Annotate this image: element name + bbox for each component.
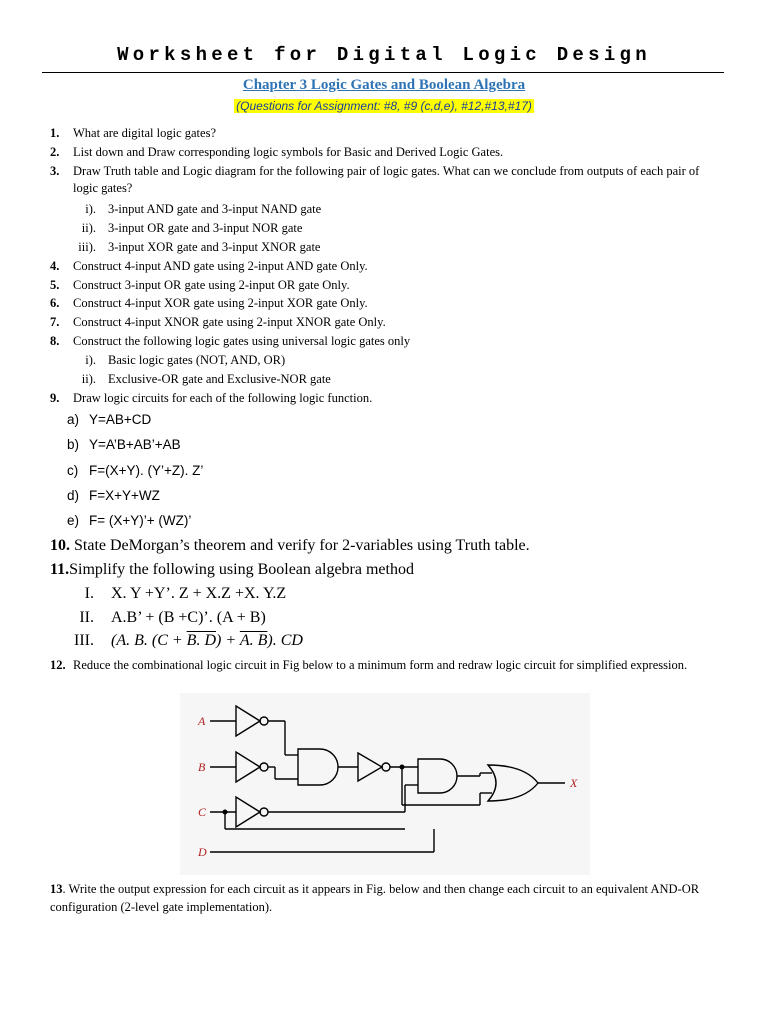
question-number: 1. <box>50 126 60 140</box>
sub-item-label: ii). <box>81 221 96 235</box>
logic-circuit-figure <box>180 693 590 875</box>
simplify-expression: A.B’ + (B +C)’. (A + B) <box>111 609 266 626</box>
sub-item-text: 3-input OR gate and 3-input NOR gate <box>108 221 303 235</box>
function-item <box>67 513 191 528</box>
question-text: State DeMorgan’s theorem and verify for 2-variables using Truth table. <box>74 537 530 554</box>
assignment-note: (Questions for Assignment: #8, #9 (c,d,e), #12,#13,#17) <box>236 99 532 113</box>
simplify-label: I. <box>84 585 94 602</box>
simplify-label: III. <box>74 632 94 649</box>
sub-item-label: i). <box>85 353 96 367</box>
function-item <box>67 463 203 478</box>
question-text: Draw logic circuits for each of the following logic function. <box>73 391 373 405</box>
input-label-b: B <box>198 760 206 774</box>
question-text: Draw Truth table and Logic diagram for the following pair of logic gates. What can we conclude from outputs of each pair of logic gates? <box>73 164 700 195</box>
question-number: 2. <box>50 145 60 159</box>
question-number: 5. <box>50 278 60 292</box>
question-number: 7. <box>50 315 60 329</box>
sub-item-text: Basic logic gates (NOT, AND, OR) <box>108 353 286 367</box>
question-number: 9. <box>50 391 60 405</box>
input-label-a: A <box>198 714 206 728</box>
function-label: c) <box>67 463 79 478</box>
question-number: 11. <box>50 561 70 578</box>
question-number: 8. <box>50 334 60 348</box>
function-expression: F= (X+Y)’+ (WZ)’ <box>89 513 192 528</box>
question-text: Simplify the following using Boolean algebra method <box>69 561 414 578</box>
question-text: Construct 4-input XOR gate using 2-input XOR gate Only. <box>73 296 368 310</box>
sub-item-label: ii). <box>81 372 96 386</box>
overline-term: B. D <box>186 632 216 649</box>
function-item <box>67 412 151 427</box>
function-item <box>67 488 160 503</box>
question-text: Construct 4-input XNOR gate using 2-input XNOR gate Only. <box>73 315 386 329</box>
question-text: Reduce the combinational logic circuit in Fig below to a minimum form and redraw logic circuit for simplified expression. <box>73 658 688 672</box>
overline-term: A. B <box>239 632 268 649</box>
question-13 <box>50 880 720 916</box>
question-text: List down and Draw corresponding logic symbols for Basic and Derived Logic Gates. <box>73 145 504 159</box>
question-number: 13 <box>50 882 63 896</box>
simplify-expression: X. Y +Y’. Z + X.Z +X. Y.Z <box>111 585 287 602</box>
input-label-d: D <box>198 845 207 859</box>
chapter-heading: Chapter 3 Logic Gates and Boolean Algebra <box>242 77 526 93</box>
function-label: a) <box>67 412 80 427</box>
function-expression: F=X+Y+WZ <box>89 488 160 503</box>
question-text: Construct 4-input AND gate using 2-input AND gate Only. <box>73 259 368 273</box>
question-number: 10. <box>50 537 70 554</box>
question-number: 12. <box>50 658 66 672</box>
output-label-x: X <box>570 776 578 790</box>
function-expression: Y=A’B+AB’+AB <box>89 437 181 452</box>
question-text: . Write the output expression for each circuit as it appears in Fig. below and then change each circuit to an equivalent AND-OR configuration (2-level gate implementation). <box>50 882 700 914</box>
simplify-expression: (A. B. (C + B. D) + A. B). CD <box>111 632 303 649</box>
worksheet-title: Worksheet for Digital Logic Design <box>117 44 651 66</box>
input-label-c: C <box>198 805 207 819</box>
simplify-label: II. <box>79 609 94 626</box>
sub-item-text: 3-input XOR gate and 3-input XNOR gate <box>108 240 321 254</box>
question-number: 3. <box>50 164 60 178</box>
question-text: Construct the following logic gates using universal logic gates only <box>73 334 411 348</box>
question-text: Construct 3-input OR gate using 2-input OR gate Only. <box>73 278 350 292</box>
sub-item-label: i). <box>85 202 96 216</box>
function-expression: F=(X+Y). (Y’+Z). Z’ <box>89 463 204 478</box>
function-item <box>67 437 181 452</box>
question-number: 6. <box>50 296 60 310</box>
function-label: b) <box>67 437 80 452</box>
question-11 <box>50 561 414 579</box>
question-text: What are digital logic gates? <box>73 126 216 140</box>
function-label: e) <box>67 513 80 528</box>
function-expression: Y=AB+CD <box>89 412 152 427</box>
function-label: d) <box>67 488 80 503</box>
sub-item-text: Exclusive-OR gate and Exclusive-NOR gate <box>108 372 331 386</box>
assignment-note-wrapper <box>0 97 768 115</box>
sub-item-text: 3-input AND gate and 3-input NAND gate <box>108 202 322 216</box>
question-number: 4. <box>50 259 60 273</box>
sub-item-label: iii). <box>78 240 96 254</box>
title-divider <box>42 72 724 73</box>
question-10 <box>50 537 530 555</box>
